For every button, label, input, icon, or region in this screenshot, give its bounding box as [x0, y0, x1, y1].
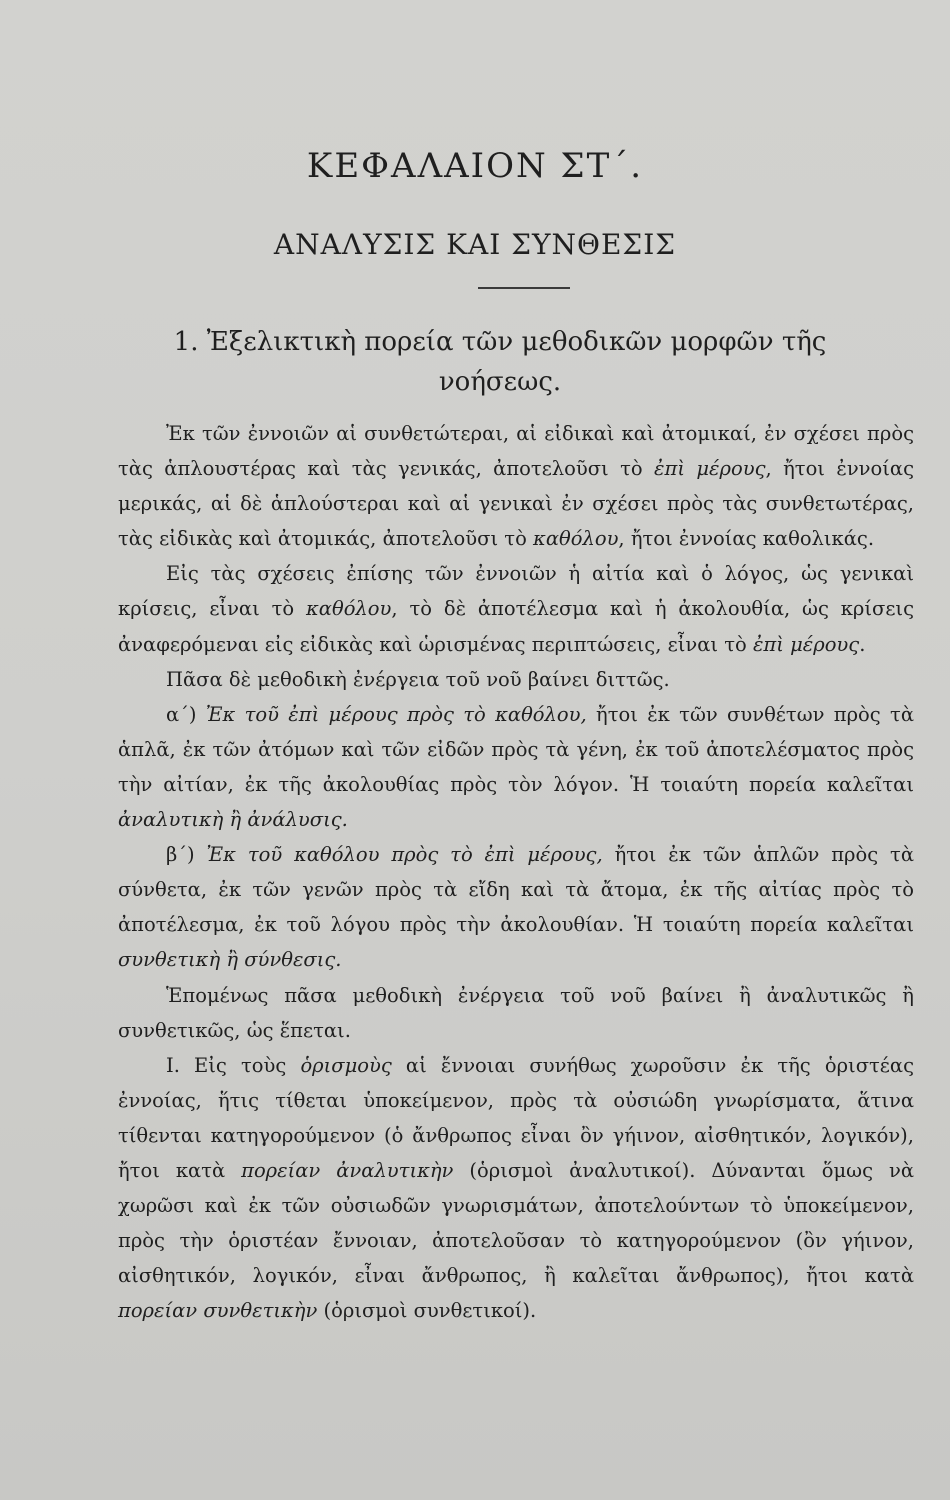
divider-rule [478, 287, 570, 289]
paragraph-6: Ἑπομένως πᾶσα μεθοδικὴ ἐνέργεια τοῦ νοῦ βαίνει ἢ ἀναλυτικῶς ἢ συνθετικῶς, ὡς ἕπεται. [118, 983, 914, 1042]
body-text [118, 416, 914, 1328]
paragraph-2: Εἰς τὰς σχέσεις ἐπίσης τῶν ἐννοιῶν ἡ αἰτία καὶ ὁ λόγος, ὡς γενικαὶ κρίσεις, εἶναι τὸ καθόλου, τὸ δὲ ἀποτέλεσμα καὶ ἡ ἀκολουθία, ὡς κρίσεις ἀναφερόμεναι εἰς εἰδικὰς καὶ ὡρισμένας περιπτώσεις, εἶναι τὸ ἐπὶ μέρους. [118, 562, 914, 656]
chapter-title: ΚΕΦΑΛΑΙΟΝ ΣΤ΄. [306, 146, 644, 186]
paragraph-7: Ι. Εἰς τοὺς ὁρισμοὺς αἱ ἔννοιαι συνήθως χωροῦσιν ἐκ τῆς ὁριστέας ἐννοίας, ἥτις τίθεται ὑποκείμενον, πρὸς τὰ οὐσιώδη γνωρίσματα, ἅτινα τίθενται κατηγορούμενον (ὁ ἄνθρωπος εἶναι ὂν γήινον, αἰσθητικόν, λογικόν), ἤτοι κατὰ πορείαν ἀναλυτικὴν (ὁρισμοὶ ἀναλυτικοί). Δύνανται ὅμως νὰ χωρῶσι καὶ ἐκ τῶν οὐσιωδῶν γνωρισμάτων, ἀποτελούντων τὸ ὑποκείμενον, πρὸς τὴν ὁριστέαν ἔννοιαν, ἀποτελοῦσαν τὸ κατηγορούμενον (ὂν γήινον, αἰσθητικόν, λογικόν, εἶναι ἄνθρωπος, ἢ καλεῖται ἄνθρωπος), ἤτοι κατὰ πορείαν συνθετικὴν (ὁρισμοὶ συνθετικοί). [118, 1053, 914, 1323]
paragraph-1: Ἐκ τῶν ἐννοιῶν αἱ συνθετώτεραι, αἱ εἰδικαὶ καὶ ἀτομικαί, ἐν σχέσει πρὸς τὰς ἁπλουστέρας καὶ τὰς γενικάς, ἀποτελοῦσι τὸ ἐπὶ μέρους, ἤτοι ἐννοίας μερικάς, αἱ δὲ ἁπλούστεραι καὶ αἱ γενικαὶ ἐν σχέσει πρὸς τὰς συνθετωτέρας, τὰς εἰδικὰς καὶ ἀτομικάς, ἀποτελοῦσι τὸ καθόλου, ἤτοι ἐννοίας καθολικάς. [118, 422, 915, 551]
section-heading: 1. Ἐξελικτικὴ πορεία τῶν μεθοδικῶν μορφῶν τῆς νοήσεως. [173, 327, 827, 397]
paragraph-5: β΄) Ἐκ τοῦ καθόλου πρὸς τὸ ἐπὶ μέρους, ἤτοι ἐκ τῶν ἁπλῶν πρὸς τὰ σύνθετα, ἐκ τῶν γενῶν πρὸς τὰ εἴδη καὶ τὰ ἄτομα, ἐκ τῆς αἰτίας πρὸς τὸ ἀποτέλεσμα, ἐκ τοῦ λόγου πρὸς τὴν ἀκολουθίαν. Ἡ τοιαύτη πορεία καλεῖται συνθετικὴ ἢ σύνθεσις. [118, 843, 914, 972]
paragraph-4: α΄) Ἐκ τοῦ ἐπὶ μέρους πρὸς τὸ καθόλου, ἤτοι ἐκ τῶν συνθέτων πρὸς τὰ ἁπλᾶ, ἐκ τῶν ἀτόμων καὶ τῶν εἰδῶν πρὸς τὰ γένη, ἐκ τοῦ ἀποτελέσματος πρὸς τὴν αἰτίαν, ἐκ τῆς ἀκολουθίας πρὸς τὸν λόγον. Ἡ τοιαύτη πορεία καλεῖται ἀναλυτικὴ ἢ ἀνάλυσις. [118, 702, 914, 832]
paragraph-3: Πᾶσα δὲ μεθοδικὴ ἐνέργεια τοῦ νοῦ βαίνει διττῶς. [166, 667, 670, 691]
chapter-subtitle: ΑΝΑΛΥΣΙΣ ΚΑΙ ΣΥΝΘΕΣΙΣ [273, 228, 677, 261]
